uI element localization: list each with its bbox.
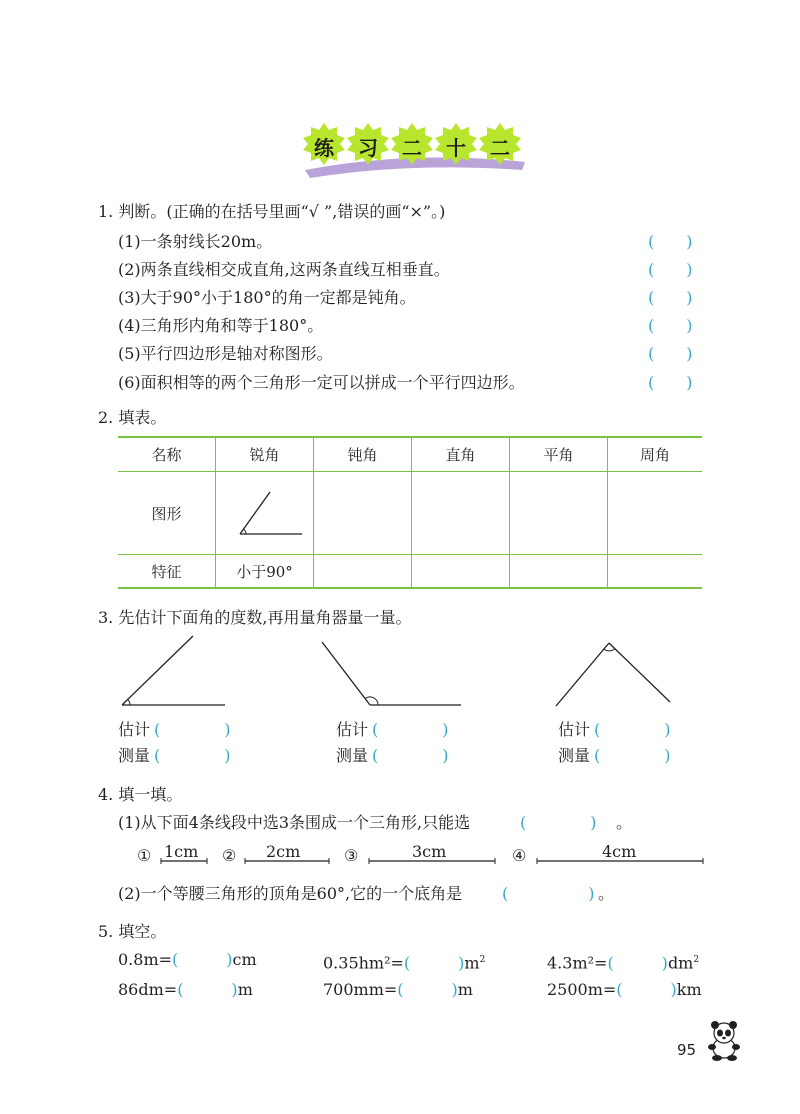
conversion-expr: 4.3m²=	[547, 953, 608, 973]
conversion-item	[118, 950, 257, 970]
unit-superscript: 2	[479, 955, 486, 965]
segment-label: 4cm	[602, 842, 637, 861]
conversion-expr: 700mm=	[323, 980, 398, 999]
q1-item: (4)三角形内角和等于180°。	[118, 316, 324, 335]
conversion-blank[interactable]: ( )	[607, 953, 668, 973]
title-char: 十	[446, 136, 466, 160]
conversion-blank[interactable]: ( )	[172, 950, 233, 969]
conversion-expr: 0.8m=	[118, 950, 173, 969]
conversion-item	[323, 950, 485, 973]
title-char: 二	[490, 136, 510, 160]
measure-label: 测量	[558, 746, 591, 765]
q2-heading: 2. 填表。	[98, 408, 167, 427]
conversion-item	[547, 950, 699, 973]
conversion-item	[547, 980, 702, 1000]
q1-item: (6)面积相等的两个三角形一定可以拼成一个平行四边形。	[118, 373, 525, 392]
segment-number: ①	[137, 846, 152, 865]
exercise-title	[300, 120, 530, 180]
acute-angle-figure	[220, 476, 310, 546]
table-cell-empty[interactable]	[314, 555, 412, 589]
table-header-cell: 直角	[412, 437, 510, 472]
table-header-cell: 锐角	[216, 437, 314, 472]
conversion-item	[118, 980, 253, 1000]
angle-figure-2	[315, 638, 465, 712]
measure-blank[interactable]: ( )	[372, 746, 449, 765]
table-cell-empty[interactable]	[314, 472, 412, 555]
q1-answer-blank[interactable]: ( )	[648, 373, 693, 392]
q1-item: (2)两条直线相交成直角,这两条直线互相垂直。	[118, 260, 450, 279]
q1-answer-blank[interactable]: ( )	[648, 316, 693, 335]
table-cell-empty[interactable]	[608, 555, 703, 589]
row-label-feature: 特征	[118, 555, 216, 589]
q4-heading: 4. 填一填。	[98, 785, 183, 804]
q1-heading: 1. 判断。(正确的在括号里画“√ ”,错误的画“×”。)	[98, 202, 446, 221]
segment-1	[160, 856, 208, 866]
q1-answer-blank[interactable]: ( )	[648, 260, 693, 279]
angle-figure-3	[552, 638, 674, 712]
segment-4	[536, 856, 704, 866]
q4-part2-end: 。	[598, 884, 615, 903]
estimate-label: 估计	[336, 720, 369, 739]
angle-table	[118, 437, 702, 588]
conversion-expr: 0.35hm²=	[323, 953, 404, 973]
q4-part1-text: (1)从下面4条线段中选3条围成一个三角形,只能选	[118, 813, 471, 832]
table-figure-row	[118, 472, 702, 555]
q1-answer-blank[interactable]: ( )	[648, 344, 693, 363]
estimate-label: 估计	[558, 720, 591, 739]
q1-item: (3)大于90°小于180°的角一定都是钝角。	[118, 288, 416, 307]
measure-blank[interactable]: ( )	[154, 746, 231, 765]
q4-part2-text: (2)一个等腰三角形的顶角是60°,它的一个底角是	[118, 884, 463, 903]
q4-part2-blank[interactable]: ( )	[502, 884, 595, 903]
q4-part1-end: 。	[616, 813, 633, 832]
table-header-cell: 钝角	[314, 437, 412, 472]
conversion-blank[interactable]: ( )	[616, 980, 677, 999]
table-header-cell: 名称	[118, 437, 216, 472]
segment-2	[244, 856, 330, 866]
panda-mascot-icon	[702, 1018, 746, 1062]
unit-superscript: 2	[693, 955, 700, 965]
conversion-expr: 86dm=	[118, 980, 178, 999]
table-cell-empty[interactable]	[608, 472, 703, 555]
table-cell-empty[interactable]	[412, 472, 510, 555]
measure-label: 测量	[118, 746, 151, 765]
table-cell-empty[interactable]	[510, 555, 608, 589]
title-char: 二	[402, 136, 422, 160]
conversion-unit: m	[237, 980, 253, 999]
conversion-unit: km	[676, 980, 702, 999]
conversion-expr: 2500m=	[547, 980, 617, 999]
table-header-row	[118, 437, 702, 472]
conversion-unit: m	[464, 953, 480, 973]
table-cell-empty[interactable]	[412, 555, 510, 589]
table-feature-row	[118, 555, 702, 589]
q4-part1-blank[interactable]: ( )	[520, 813, 597, 832]
row-label-figure: 图形	[118, 472, 216, 555]
conversion-blank[interactable]: ( )	[177, 980, 238, 999]
table-header-cell: 周角	[608, 437, 703, 472]
measure-label: 测量	[336, 746, 369, 765]
conversion-unit: cm	[232, 950, 257, 969]
q1-answer-blank[interactable]: ( )	[648, 232, 693, 251]
q1-item: (5)平行四边形是轴对称图形。	[118, 344, 333, 363]
angle-figure-1	[110, 630, 240, 712]
estimate-label: 估计	[118, 720, 151, 739]
segment-label: 3cm	[412, 842, 447, 861]
segment-label: 2cm	[266, 842, 301, 861]
segment-number: ③	[344, 846, 359, 865]
q1-answer-blank[interactable]: ( )	[648, 288, 693, 307]
estimate-blank[interactable]: ( )	[594, 720, 671, 739]
conversion-unit: dm	[667, 953, 694, 973]
conversion-blank[interactable]: ( )	[403, 953, 465, 973]
segment-3	[368, 856, 496, 866]
estimate-blank[interactable]: ( )	[154, 720, 231, 739]
q1-item: (1)一条射线长20m。	[118, 232, 273, 251]
conversion-unit: m	[457, 980, 473, 999]
conversion-item	[323, 980, 473, 1000]
measure-blank[interactable]: ( )	[594, 746, 671, 765]
conversion-blank[interactable]: ( )	[397, 980, 458, 999]
title-char: 习	[358, 136, 378, 160]
acute-angle-figure-cell	[216, 472, 314, 555]
estimate-blank[interactable]: ( )	[372, 720, 449, 739]
segment-number: ②	[222, 846, 237, 865]
page-number: 95	[677, 1041, 697, 1059]
acute-feature-cell: 小于90°	[216, 555, 314, 589]
table-header-cell: 平角	[510, 437, 608, 472]
table-cell-empty[interactable]	[510, 472, 608, 555]
segment-number: ④	[512, 846, 527, 865]
title-char: 练	[314, 136, 334, 160]
q3-heading: 3. 先估计下面角的度数,再用量角器量一量。	[98, 608, 412, 627]
segment-label: 1cm	[164, 842, 199, 861]
q5-heading: 5. 填空。	[98, 922, 167, 941]
